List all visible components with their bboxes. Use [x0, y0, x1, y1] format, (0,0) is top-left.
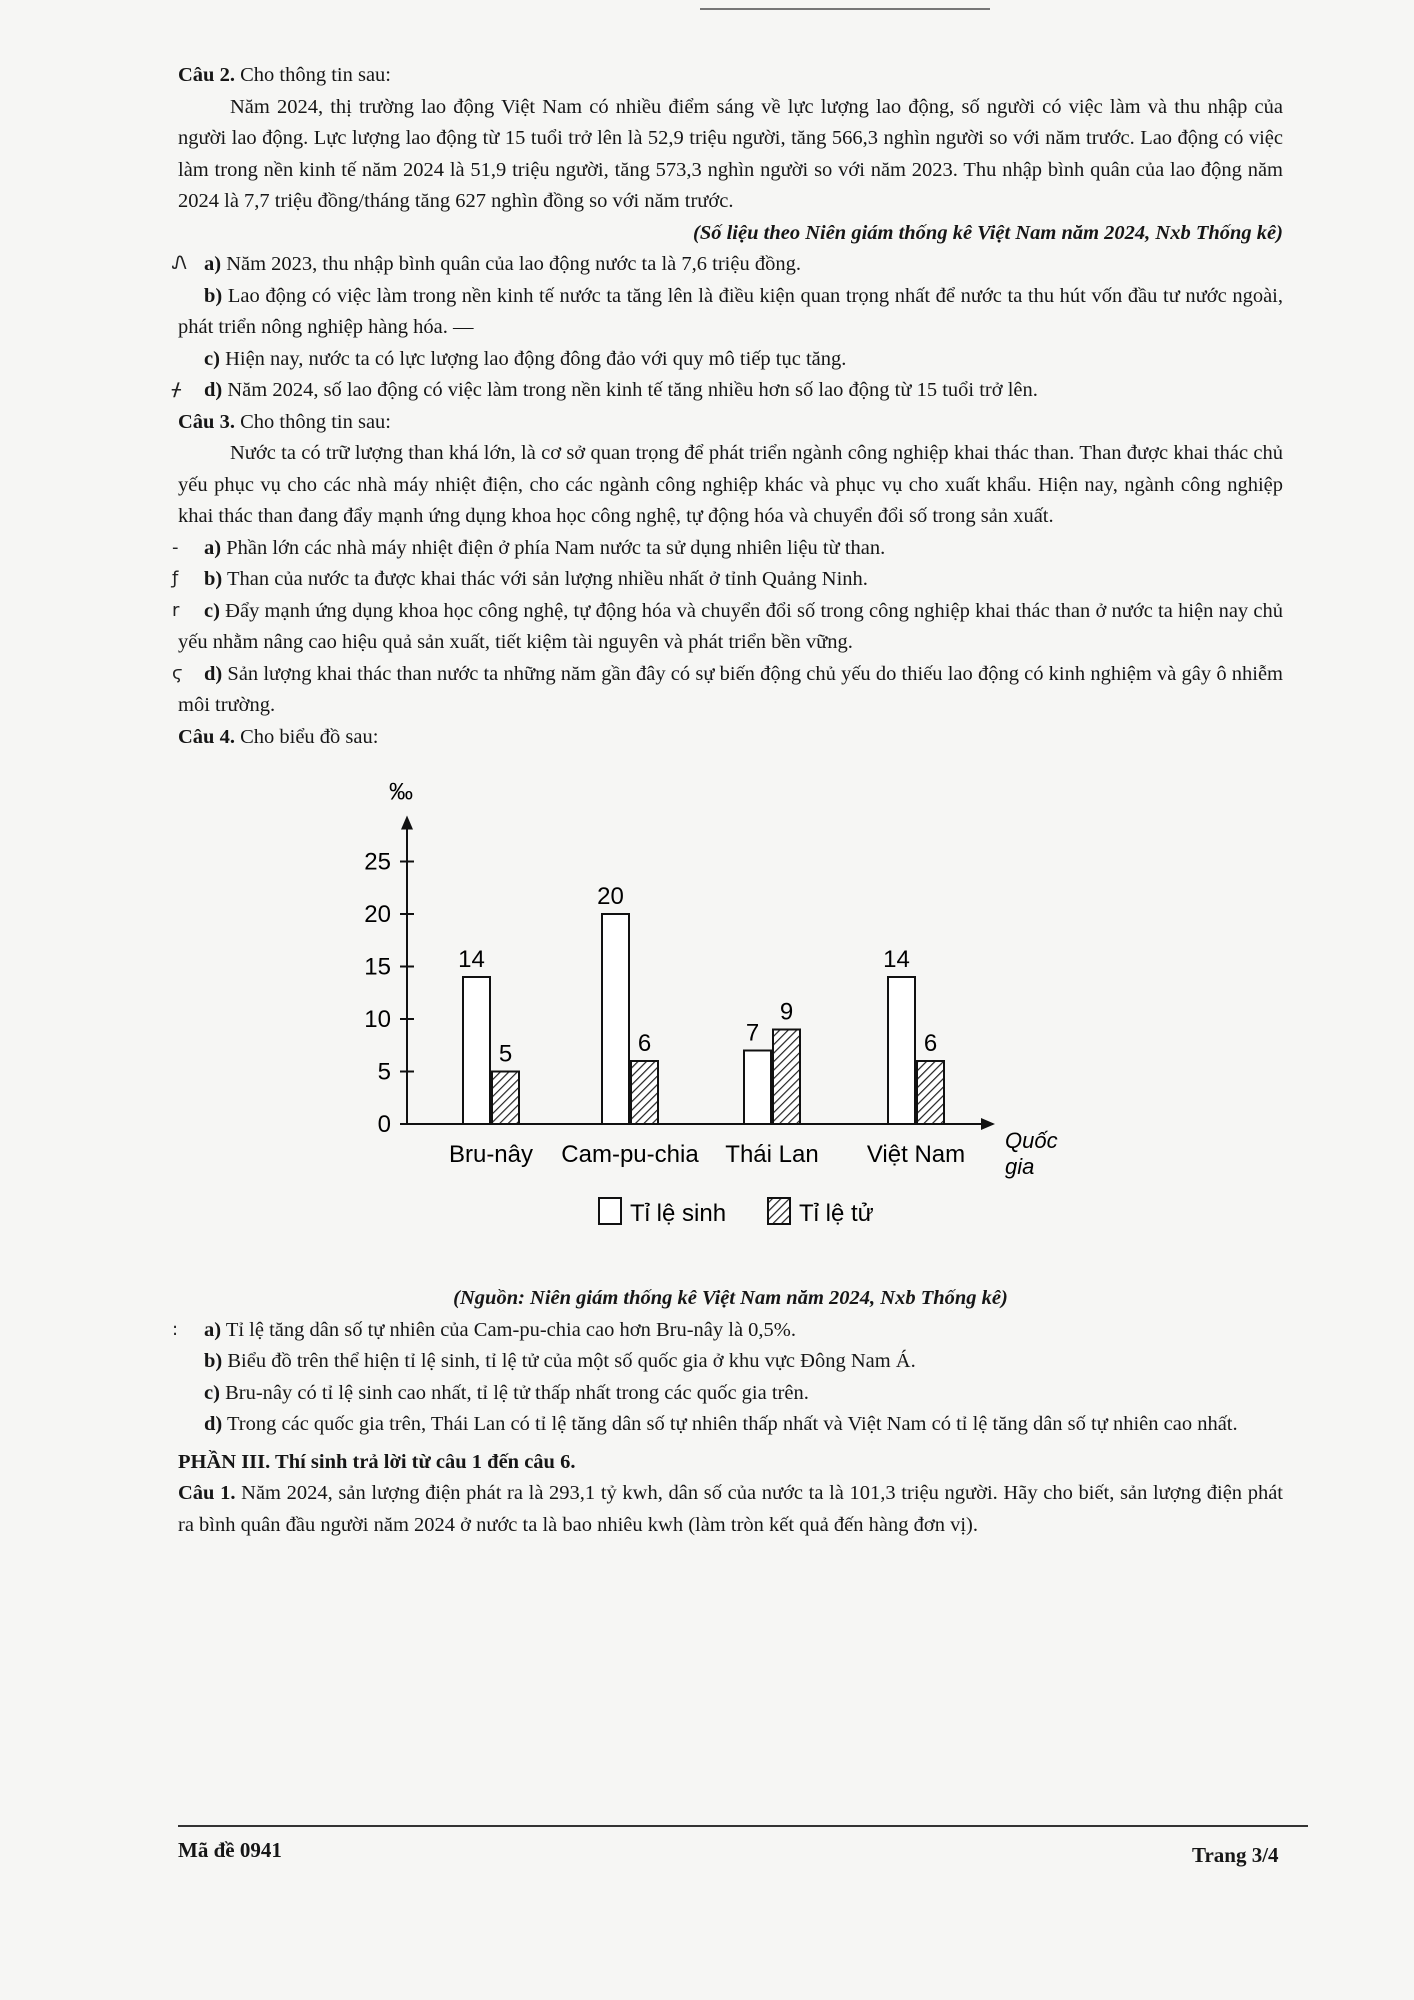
- option-text: Than của nước ta được khai thác với sản lượng nhiều nhất ở tỉnh Quảng Ninh.: [227, 568, 868, 590]
- bar-birth-rate: [602, 914, 629, 1124]
- y-tick-label: 20: [364, 901, 391, 928]
- option-label: c): [204, 347, 220, 370]
- data-label: 6: [637, 1030, 652, 1057]
- option-label: a): [204, 536, 222, 559]
- chart-svg: [178, 757, 1283, 1277]
- option-4b: [178, 1346, 1283, 1378]
- question-2-heading: [178, 60, 1283, 92]
- option-text: Phần lớn các nhà máy nhiệt điện ở phía Nam nước ta sử dụng nhiên liệu từ than.: [226, 536, 886, 559]
- top-rule: [700, 8, 990, 10]
- data-label: 7: [745, 1019, 760, 1047]
- option-text: Hiện nay, nước ta có lực lượng lao động đông đảo với quy mô tiếp tục tăng.: [225, 347, 847, 370]
- footer-rule: [178, 1825, 1308, 1827]
- y-tick-label: 0: [377, 1111, 391, 1138]
- x-axis-arrow: [981, 1118, 995, 1130]
- option-label: c): [204, 599, 220, 622]
- legend-swatch-birth: [599, 1198, 621, 1224]
- part-3-question-1: [178, 1478, 1283, 1541]
- category-label: Thái Lan: [725, 1141, 819, 1168]
- handwritten-mark: ᚋ: [172, 379, 181, 400]
- option-text: Năm 2024, số lao động có việc làm trong nền kinh tế tăng nhiều hơn số lao động từ 15 tuổi trở lên.: [227, 379, 1038, 401]
- question-4-source: (Nguồn: Niên giám thống kê Việt Nam năm 2024, Nxb Thống kê): [453, 1287, 1008, 1309]
- question-3-title: Câu 3.: [178, 410, 235, 433]
- exam-page: [172, 60, 1284, 1541]
- bar-birth-rate: [888, 977, 915, 1124]
- handwritten-mark: ƒ: [172, 568, 179, 589]
- option-3a: [172, 533, 1283, 565]
- handwritten-mark: -: [172, 536, 179, 558]
- question-4-intro: Cho biểu đồ sau:: [240, 725, 379, 748]
- option-4c: [178, 1378, 1283, 1410]
- option-label: d): [204, 1413, 223, 1435]
- category-label: Việt Nam: [866, 1141, 966, 1168]
- question-2-options: [172, 249, 1283, 407]
- data-label: 14: [883, 946, 910, 973]
- y-axis-arrow: [401, 816, 413, 830]
- question-3-heading: [178, 407, 1283, 439]
- option-2b: [178, 281, 1283, 344]
- bar-birth-rate: [744, 1051, 771, 1125]
- option-text: Tỉ lệ tăng dân số tự nhiên của Cam-pu-chia cao hơn Bru-nây là 0,5%.: [225, 1318, 796, 1341]
- question-2-title: Câu 2.: [178, 64, 235, 86]
- handwritten-mark: Ꮑ: [172, 253, 188, 274]
- option-text: Năm 2023, thu nhập bình quân của lao động nước ta là 7,6 triệu đồng.: [226, 253, 801, 275]
- part-3-question-1-text: Năm 2024, sản lượng điện phát ra là 293,1 tỷ kwh, dân số của nước ta là 101,3 triệu người. Hãy cho biết, sản lượng điện phát ra bình quân đầu người năm 2024 ở nước ta là bao nhiêu kwh (làm tròn kết quả đến hàng đơn vị).: [178, 1482, 1283, 1536]
- option-text: Bru-nây có tỉ lệ sinh cao nhất, tỉ lệ tử thấp nhất trong các quốc gia trên.: [225, 1381, 809, 1404]
- x-axis-title-line1: Quốc: [1005, 1128, 1058, 1153]
- option-4d: [178, 1409, 1283, 1441]
- option-text: Trong các quốc gia trên, Thái Lan có tỉ lệ tăng dân số tự nhiên thấp nhất và Việt Nam có tỉ lệ tăng dân số tự nhiên cao nhất.: [227, 1413, 1238, 1435]
- option-3d: [172, 659, 1283, 722]
- question-3-intro: Cho thông tin sau:: [240, 410, 392, 433]
- y-tick-label: 10: [364, 1006, 391, 1033]
- question-2-paragraph: Năm 2024, thị trường lao động Việt Nam có nhiều điểm sáng về lực lượng lao động, số người có việc làm và thu nhập của người lao động. Lực lượng lao động từ 15 tuổi trở lên là 52,9 triệu người, tăng 566,3 nghìn người so với năm trước. Lao động có việc làm trong nền kinh tế năm 2024 là 51,9 triệu người, tăng 573,3 nghìn người so với năm 2023. Thu nhập bình quân của lao động năm 2024 là 7,7 triệu đồng/tháng tăng 627 nghìn đồng so với năm trước.: [178, 95, 1283, 212]
- option-label: b): [204, 284, 223, 307]
- y-tick-label: 15: [364, 953, 391, 981]
- option-text: Đẩy mạnh ứng dụng khoa học công nghệ, tự động hóa và chuyển đổi số trong công nghiệp khai thác than ở nước ta hiện nay chủ yếu nhằm nâng cao hiệu quả sản xuất, tiết kiệm tài nguyên và phát triển bền vững.: [178, 599, 1284, 653]
- page-number: Trang 3/4: [1192, 1843, 1279, 1867]
- data-label: 6: [923, 1030, 938, 1057]
- bar-death-rate: [917, 1061, 944, 1124]
- y-unit-label: ‰: [389, 778, 413, 806]
- legend-label-death: Tỉ lệ tử: [799, 1200, 874, 1227]
- bar-birth-rate: [463, 977, 490, 1124]
- option-label: b): [204, 568, 223, 590]
- legend-swatch-death: [768, 1198, 790, 1224]
- option-3c: [172, 596, 1284, 659]
- option-text: Lao động có việc làm trong nền kinh tế nước ta tăng lên là điều kiện quan trọng nhất để nước ta thu hút vốn đầu tư nước ngoài, phát triển nông nghiệp hàng hóa. —: [178, 284, 1283, 338]
- bar-chart: [178, 757, 1283, 1277]
- question-4-title: Câu 4.: [178, 725, 235, 748]
- data-label: 14: [458, 946, 485, 973]
- bar-death-rate: [631, 1061, 658, 1124]
- data-label: 5: [498, 1040, 513, 1068]
- bar-death-rate: [773, 1030, 800, 1125]
- y-tick-label: 5: [377, 1058, 391, 1086]
- y-tick-label: 25: [364, 848, 391, 876]
- question-3-options: [172, 533, 1284, 722]
- category-label: Bru-nây: [448, 1141, 534, 1168]
- category-label: Cam-pu-chia: [561, 1141, 699, 1168]
- option-label: a): [204, 253, 222, 275]
- handwritten-mark: :: [172, 1318, 179, 1340]
- handwritten-mark: ϛ: [172, 662, 183, 684]
- question-2-intro: Cho thông tin sau:: [240, 64, 392, 86]
- option-4a: [172, 1315, 1283, 1347]
- exam-code: Mã đề 0941: [178, 1838, 282, 1862]
- option-label: c): [204, 1381, 220, 1404]
- option-3b: [172, 564, 1283, 596]
- data-label: 20: [597, 883, 624, 910]
- question-4-heading: [178, 722, 1283, 754]
- option-label: d): [204, 379, 223, 401]
- data-label: 9: [779, 998, 794, 1026]
- option-label: a): [204, 1318, 222, 1341]
- handwritten-mark: r: [172, 599, 180, 621]
- legend-label-birth: Tỉ lệ sinh: [630, 1200, 727, 1227]
- option-text: Sản lượng khai thác than nước ta những năm gần đây có sự biến động chủ yếu do thiếu lao động có kinh nghiệm và gây ô nhiễm môi trường.: [178, 662, 1283, 716]
- question-2-source: (Số liệu theo Niên giám thống kê Việt Nam năm 2024, Nxb Thống kê): [693, 221, 1283, 244]
- option-text: Biểu đồ trên thể hiện tỉ lệ sinh, tỉ lệ tử của một số quốc gia ở khu vực Đông Nam Á.: [227, 1350, 916, 1372]
- option-2d: [172, 375, 1283, 407]
- bar-death-rate: [492, 1072, 519, 1125]
- part-3-heading: PHẦN III. Thí sinh trả lời từ câu 1 đến câu 6.: [178, 1450, 576, 1473]
- part-3-question-1-title: Câu 1.: [178, 1482, 236, 1504]
- question-4-options: [172, 1315, 1283, 1441]
- option-label: b): [204, 1350, 223, 1372]
- x-axis-title-line2: gia: [1005, 1154, 1035, 1179]
- question-3-paragraph: Nước ta có trữ lượng than khá lớn, là cơ sở quan trọng để phát triển ngành công nghiệp khai thác than. Than được khai thác chủ yếu phục vụ cho các nhà máy nhiệt điện, cho các ngành công nghiệp khác và phục vụ cho xuất khẩu. Hiện nay, ngành công nghiệp khai thác than đang đẩy mạnh ứng dụng khoa học công nghệ, tự động hóa và chuyển đổi số trong sản xuất.: [178, 442, 1283, 527]
- option-2a: [172, 249, 1283, 281]
- option-2c: [178, 344, 1283, 376]
- option-label: d): [204, 662, 223, 685]
